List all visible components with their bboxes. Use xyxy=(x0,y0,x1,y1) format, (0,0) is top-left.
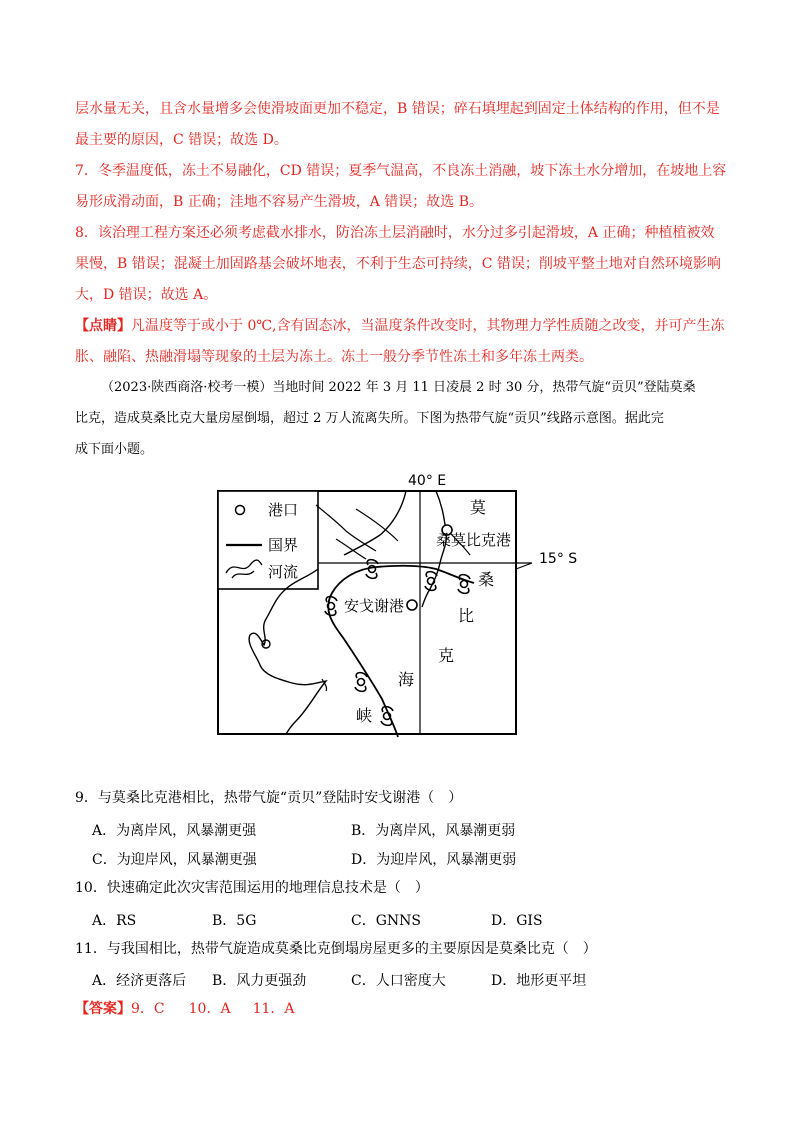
madagascar-coast xyxy=(249,569,326,734)
answer-10: 10．A xyxy=(188,1001,231,1017)
answer-tag: 【答案】 xyxy=(75,1001,131,1017)
question-9: 9．与莫桑比克港相比，热带气旋“贡贝”登陆时安戈谢港（ ） xyxy=(75,790,463,806)
intro-line: （2023·陕西商洛·校考一模）当地时间 2022 年 3 月 11 日凌晨 2 时 30 分，热带气旋“贡贝”登陆莫桑 xyxy=(101,380,696,395)
answer-line xyxy=(75,998,295,1018)
q10-option-b[interactable]: B．5G xyxy=(212,913,257,929)
q11-option-a[interactable]: A．经济更落后 xyxy=(92,973,187,989)
intro-line: 比克，造成莫桑比克大量房屋倒塌，超过 2 万人流离失所。下图为热带气旋“贡贝”线路示意图。据此完 xyxy=(75,411,664,426)
explanation-q7-line: 7．冬季温度低，冻土不易融化，CD 错误；夏季气温高，不良冻土消融，坡下冻土水分增加，在坡地上容 xyxy=(75,163,727,179)
cyclone-symbol-icon xyxy=(325,597,337,616)
port-label-mozambique: 桑莫比克港 xyxy=(436,531,512,549)
q10-option-d[interactable]: D．GIS xyxy=(491,913,543,929)
explanation-q8-line: 果慢，B 错误；混凝土加固路基会破坏地表，不利于生态可持续，C 错误；削坡平整土地对自然环境影响 xyxy=(75,256,721,272)
q9-option-b[interactable]: B．为离岸风，风暴潮更弱 xyxy=(351,823,516,839)
channel-label-xia: 峡 xyxy=(356,706,373,725)
question-10: 10．快速确定此次灾害范围运用的地理信息技术是（ ） xyxy=(75,880,429,896)
intro-line: 成下面小题。 xyxy=(75,442,154,457)
q10-option-c[interactable]: C．GNNS xyxy=(351,913,421,929)
q9-option-a[interactable]: A．为离岸风，风暴潮更强 xyxy=(92,823,257,839)
tip-line xyxy=(75,316,724,336)
answer-9: 9．C xyxy=(131,1001,165,1017)
lat-label: 15° S xyxy=(539,551,578,567)
legend-river: 河流 xyxy=(268,563,299,581)
explanation-q8-line: 大，D 错误；故选 A。 xyxy=(75,287,218,303)
tip-tag: 【点睛】 xyxy=(75,318,131,334)
q9-option-d[interactable]: D．为迎岸风，风暴潮更弱 xyxy=(351,852,517,868)
tip-text: 凡温度等于或小于 0℃,含有固态冰，当温度条件改变时，其物理力学性质随之改变，并可产生冻 xyxy=(131,318,725,334)
explanation-q7-line: 易形成滑动面，B 正确；洼地不容易产生滑坡，A 错误；故选 B。 xyxy=(75,194,484,210)
question-11: 11．与我国相比，热带气旋造成莫桑比克倒塌房屋更多的主要原因是莫桑比克（ ） xyxy=(75,941,597,957)
map-label-mo: 莫 xyxy=(470,498,487,517)
cyclone-symbol-icon xyxy=(355,673,367,692)
explanation-q8-line: 8．该治理工程方案还必须考虑截水排水，防治冻土层消融时，水分过多引起滑坡，A 正确；种植植被效 xyxy=(75,225,715,241)
explanation-line: 最主要的原因，C 错误；故选 D。 xyxy=(75,132,288,148)
cyclone-track-map xyxy=(216,469,616,744)
port-label-angoche: 安戈谢港 xyxy=(344,597,405,615)
lon-label: 40° E xyxy=(408,473,447,489)
explanation-line: 层水量无关，且含水量增多会使滑坡面更加不稳定，B 错误；碎石填埋起到固定土体结构的作用，但不是 xyxy=(75,101,720,117)
tip-line: 胀、融陷、热融滑塌等现象的土层为冻土。冻土一般分季节性冻土和多年冻土两类。 xyxy=(75,349,593,365)
q10-option-a[interactable]: A．RS xyxy=(92,913,137,929)
legend-port: 港口 xyxy=(268,501,299,519)
cyclone-symbol-icon xyxy=(458,575,470,594)
channel-label-hai: 海 xyxy=(398,670,415,689)
q11-option-b[interactable]: B．风力更强劲 xyxy=(212,973,307,989)
q9-option-c[interactable]: C．为迎岸风，风暴潮更强 xyxy=(92,852,257,868)
legend-border: 国界 xyxy=(268,536,299,554)
q11-option-c[interactable]: C．人口密度大 xyxy=(351,973,446,989)
answer-11: 11．A xyxy=(252,1001,295,1017)
map-label-ke: 克 xyxy=(438,646,455,665)
angoche-port-icon xyxy=(407,600,417,610)
map-label-bi: 比 xyxy=(458,606,475,625)
q11-option-d[interactable]: D．地形更平坦 xyxy=(491,973,587,989)
map-label-sang: 桑 xyxy=(478,570,495,589)
